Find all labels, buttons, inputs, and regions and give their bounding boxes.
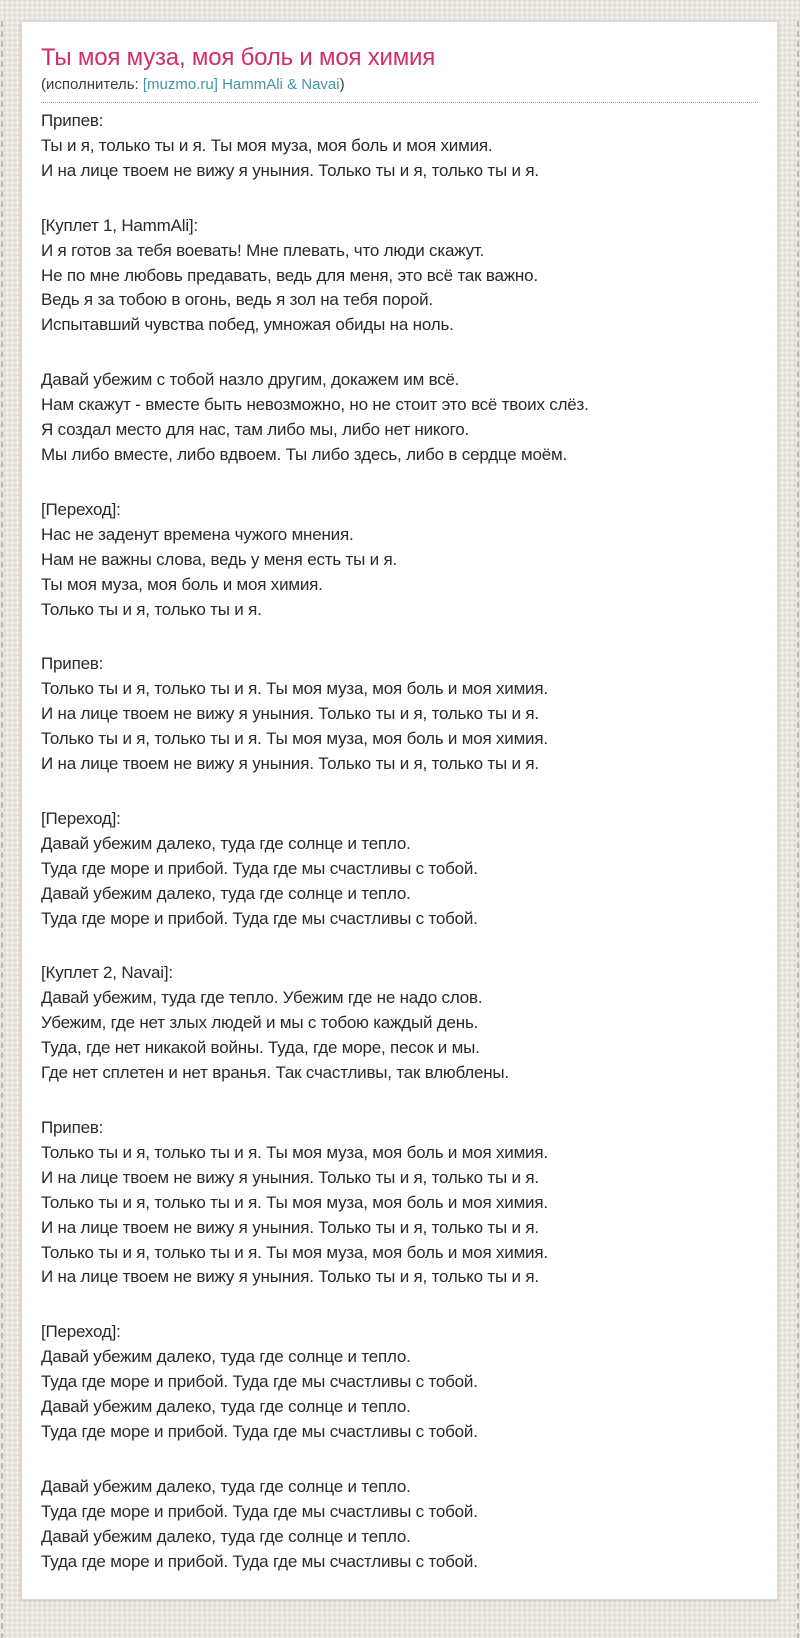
- lyric-line: Только ты и я, только ты и я. Ты моя муза, моя боль и моя химия.: [41, 1192, 548, 1212]
- lyric-line: Убежим, где нет злых людей и мы с тобою каждый день.: [41, 1013, 479, 1033]
- lyric-line: [Куплет 2, Navai]:: [41, 963, 173, 983]
- stanza: [41, 1320, 758, 1445]
- lyric-line: И на лице твоем не вижу я уныния. Только ты и я, только ты и я.: [41, 754, 539, 774]
- lyric-line: Давай убежим, туда где тепло. Убежим где не надо слов.: [41, 988, 483, 1008]
- lyric-line: Припев:: [41, 654, 104, 674]
- lyric-line: Припев:: [41, 111, 104, 130]
- lyric-line: Нам скажут - вместе быть невозможно, но не стоит это всё твоих слёз.: [41, 395, 589, 415]
- lyric-line: Не по мне любовь предавать, ведь для меня, это всё так важно.: [41, 265, 538, 285]
- stanza: [41, 961, 758, 1086]
- artist-close-paren: ): [339, 76, 345, 93]
- lyric-line: Туда где море и прибой. Туда где мы счастливы с тобой.: [41, 1551, 478, 1571]
- lyric-line: Нам не важны слова, ведь у меня есть ты и я.: [41, 549, 398, 569]
- lyric-line: Давай убежим далеко, туда где солнце и тепло.: [41, 883, 411, 903]
- lyric-line: Давай убежим далеко, туда где солнце и тепло.: [41, 1476, 411, 1496]
- lyric-line: Припев:: [41, 1118, 104, 1137]
- lyric-line: Где нет сплетен и нет вранья. Так счастливы, так влюблены.: [41, 1063, 509, 1083]
- lyric-line: Ты моя муза, моя боль и моя химия.: [41, 574, 323, 594]
- lyric-line: Давай убежим с тобой назло другим, докажем им всё.: [41, 370, 460, 390]
- lyric-line: Туда где море и прибой. Туда где мы счастливы с тобой.: [41, 858, 478, 878]
- lyric-line: [Куплет 1, HammAli]:: [41, 215, 198, 235]
- stanza: [41, 1475, 758, 1575]
- lyric-line: Только ты и я, только ты и я.: [41, 599, 262, 619]
- artist-link[interactable]: [muzmo.ru] HammAli & Navai: [142, 76, 340, 93]
- left-stitch-decoration: [1, 21, 3, 1638]
- lyric-line: Я создал место для нас, там либо мы, либо нет никого.: [41, 420, 469, 440]
- lyric-line: Мы либо вместе, либо вдвоем. Ты либо здесь, либо в сердце моём.: [41, 444, 568, 464]
- lyric-line: Туда, где нет никакой войны. Туда, где море, песок и мы.: [41, 1038, 480, 1058]
- lyric-line: Ты и я, только ты и я. Ты моя муза, моя боль и моя химия.: [41, 135, 493, 155]
- song-header: [41, 43, 758, 103]
- artist-label: (исполнитель:: [41, 76, 139, 93]
- stanza: [41, 368, 758, 468]
- lyric-line: Только ты и я, только ты и я. Ты моя муза, моя боль и моя химия.: [41, 679, 548, 699]
- lyric-line: И на лице твоем не вижу я уныния. Только ты и я, только ты и я.: [41, 1217, 539, 1237]
- lyric-line: Туда где море и прибой. Туда где мы счастливы с тобой.: [41, 1501, 478, 1521]
- artist-line: [41, 75, 758, 103]
- lyric-line: И на лице твоем не вижу я уныния. Только ты и я, только ты и я.: [41, 1167, 539, 1187]
- lyric-line: И на лице твоем не вижу я уныния. Только ты и я, только ты и я.: [41, 1267, 539, 1287]
- stanza: [41, 1116, 758, 1290]
- stanza: [41, 807, 758, 932]
- lyric-line: Давай убежим далеко, туда где солнце и тепло.: [41, 1526, 411, 1546]
- lyric-line: Нас не заденут времена чужого мнения.: [41, 524, 354, 544]
- right-stitch-decoration: [797, 21, 799, 1638]
- stanza: [41, 652, 758, 777]
- stanza: [41, 498, 758, 623]
- stanza: [41, 109, 758, 184]
- lyric-line: Ведь я за тобою в огонь, ведь я зол на тебя порой.: [41, 290, 433, 310]
- lyric-line: Испытавший чувства побед, умножая обиды на ноль.: [41, 315, 454, 335]
- page-title: Ты моя муза, моя боль и моя химия: [41, 44, 436, 71]
- lyric-line: Туда где море и прибой. Туда где мы счастливы с тобой.: [41, 908, 478, 928]
- lyric-line: И на лице твоем не вижу я уныния. Только ты и я, только ты и я.: [41, 704, 539, 724]
- lyric-line: [Переход]:: [41, 499, 121, 519]
- lyric-line: И на лице твоем не вижу я уныния. Только ты и я, только ты и я.: [41, 160, 539, 180]
- stanza: [41, 214, 758, 339]
- lyrics: [41, 109, 758, 1575]
- lyric-line: Туда где море и прибой. Туда где мы счастливы с тобой.: [41, 1372, 478, 1392]
- lyric-line: [Переход]:: [41, 808, 121, 828]
- lyric-line: Давай убежим далеко, туда где солнце и тепло.: [41, 1397, 411, 1417]
- lyric-line: Только ты и я, только ты и я. Ты моя муза, моя боль и моя химия.: [41, 1142, 548, 1162]
- lyric-line: И я готов за тебя воевать! Мне плевать, что люди скажут.: [41, 240, 485, 260]
- lyric-line: Давай убежим далеко, туда где солнце и тепло.: [41, 833, 411, 853]
- lyric-line: [Переход]:: [41, 1322, 121, 1342]
- lyric-line: Туда где море и прибой. Туда где мы счастливы с тобой.: [41, 1421, 478, 1441]
- lyric-line: Давай убежим далеко, туда где солнце и тепло.: [41, 1347, 411, 1367]
- lyric-line: Только ты и я, только ты и я. Ты моя муза, моя боль и моя химия.: [41, 729, 548, 749]
- lyric-line: Только ты и я, только ты и я. Ты моя муза, моя боль и моя химия.: [41, 1242, 548, 1262]
- lyrics-card: [21, 21, 778, 1600]
